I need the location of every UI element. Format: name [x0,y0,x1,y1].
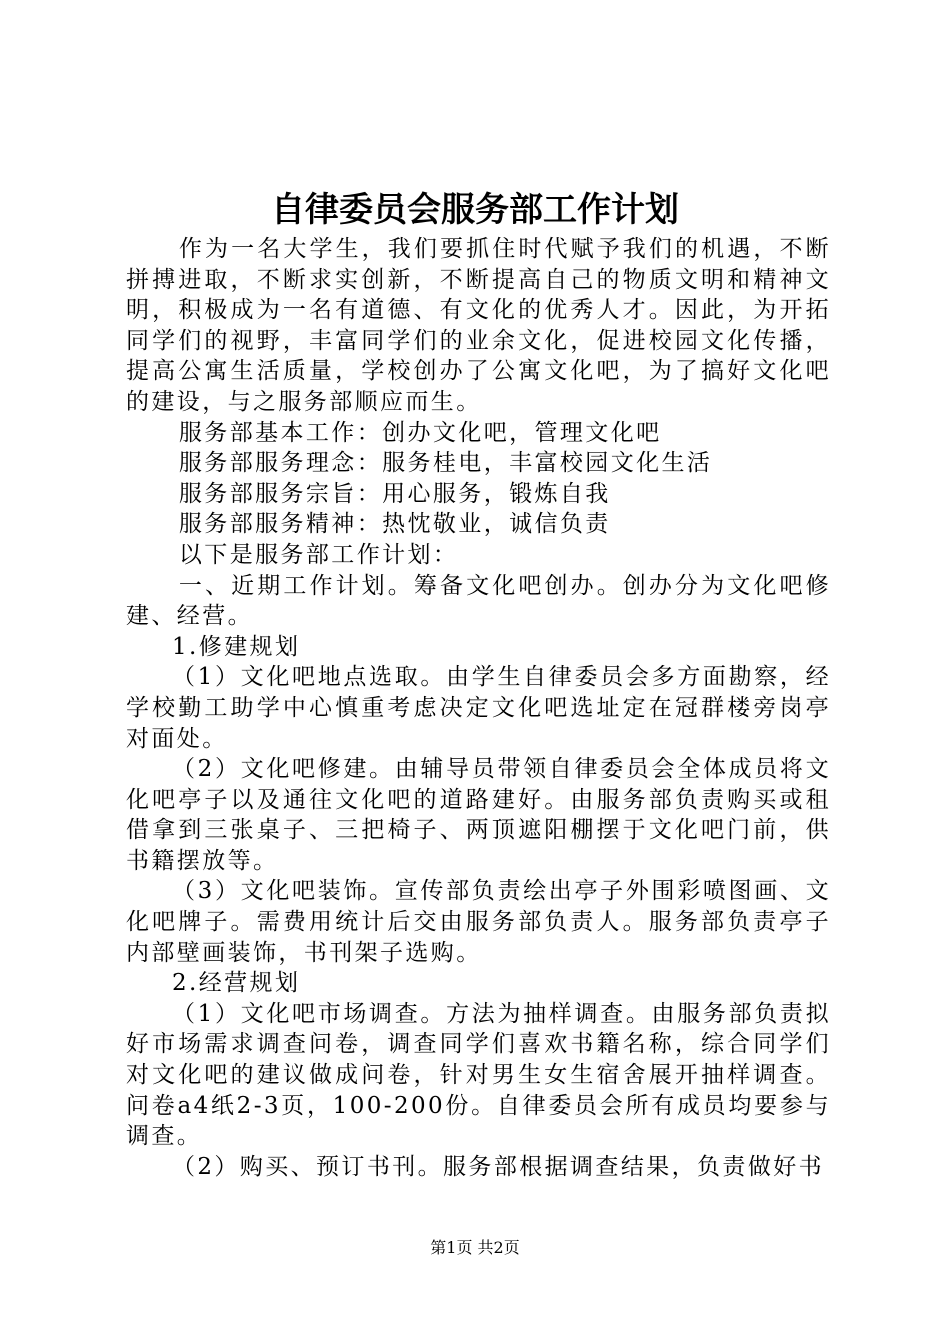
paragraph-decoration: （3）文化吧装饰。宣传部负责绘出亭子外围彩喷图画、文化吧牌子。需费用统计后交由服务部负责人。服务部负责亭子内部壁画装饰，书刊架子选购。 [126,878,831,966]
paragraph-basic-work: 服务部基本工作：创办文化吧，管理文化吧 [178,419,662,446]
paragraph-intro: 作为一名大学生，我们要抓住时代赋予我们的机遇，不断拼搏进取，不断求实创新，不断提高自己的物质文明和精神文明，积极成为一名有道德、有文化的优秀人才。因此，为开拓同学们的视野，丰富同学们的业余文化，促进校园文化传播，提高公寓生活质量，学校创办了公寓文化吧，为了搞好文化吧的建设，与之服务部顺应而生。 [126,236,831,415]
paragraph-purchase-books: （2）购买、预订书刊。服务部根据调查结果，负责做好书 [172,1153,825,1180]
paragraph-construction: （2）文化吧修建。由辅导员带领自律委员会全体成员将文化吧亭子以及通往文化吧的道路建好。由服务部负责购买或租借拿到三张桌子、三把椅子、两顶遮阳棚摆于文化吧门前，供书籍摆放等。 [126,756,831,874]
paragraph-plan-intro: 以下是服务部工作计划： [178,541,459,568]
paragraph-construction-heading: 1.修建规划 [172,633,301,660]
paragraph-service-spirit: 服务部服务精神：热忱敬业，诚信负责 [178,511,611,538]
paragraph-market-survey: （1）文化吧市场调查。方法为抽样调查。由服务部负责拟好市场需求调查问卷，调查同学们喜欢书籍名称，综合同学们对文化吧的建议做成问卷，针对男生女生宿舍展开抽样调查。问卷a4纸2-3页，100-200份。自律委员会所有成员均要参与调查。 [126,1000,831,1150]
paragraph-service-purpose: 服务部服务宗旨：用心服务，锻炼自我 [178,480,611,507]
paragraph-section-one: 一、近期工作计划。筹备文化吧创办。创办分为文化吧修建、经营。 [126,572,831,630]
page-number-footer: 第1页 共2页 [430,1238,520,1257]
paragraph-service-concept: 服务部服务理念：服务桂电，丰富校园文化生活 [178,450,713,477]
document-body [126,234,831,1182]
paragraph-site-selection: （1）文化吧地点选取。由学生自律委员会多方面勘察，经学校勤工助学中心慎重考虑决定文化吧选址定在冠群楼旁岗亭对面处。 [126,664,831,752]
paragraph-operation-heading: 2.经营规划 [172,970,301,997]
document-title: 自律委员会服务部工作计划 [271,190,679,230]
